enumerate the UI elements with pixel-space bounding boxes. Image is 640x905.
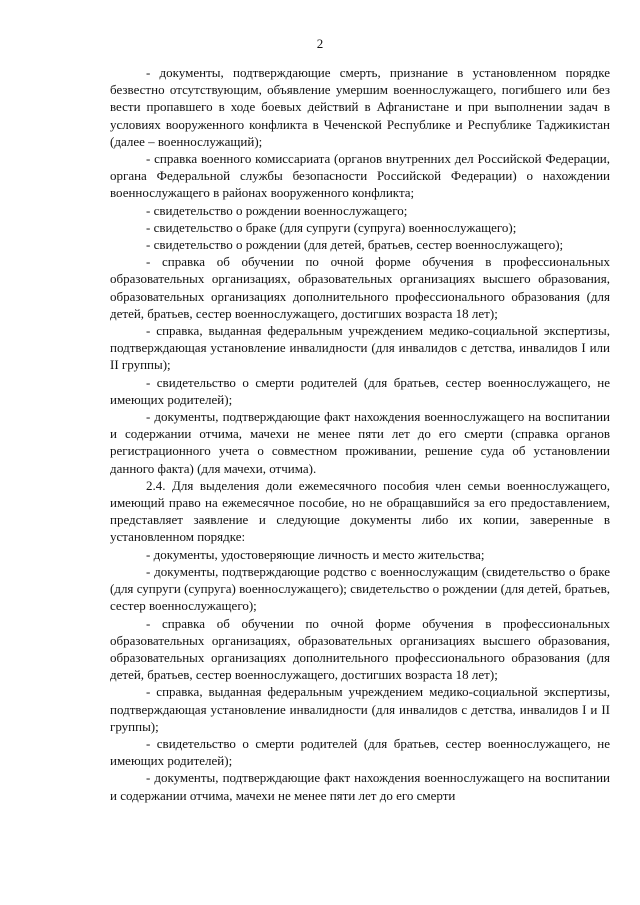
paragraph: - документы, подтверждающие факт нахождения военнослужащего на воспитании и содержании отчима, мачехи не менее пяти лет до его смерти <box>110 770 610 803</box>
paragraph: - свидетельство о смерти родителей (для братьев, сестер военнослужащего, не имеющих родителей); <box>110 374 610 407</box>
paragraph: - справка, выданная федеральным учреждением медико-социальной экспертизы, подтверждающая установление инвалидности (для инвалидов с детства, инвалидов I или II группы); <box>110 323 610 373</box>
paragraph: - документы, подтверждающие родство с военнослужащим (свидетельство о браке (для супруги (супруга) военнослужащего); свидетельство о рождении (для детей, братьев, сестер военнослужащего); <box>110 563 610 614</box>
paragraph: - справка военного комиссариата (органов внутренних дел Российской Федерации, органа Федеральной службы безопасности Российской Федерации) о нахождении военнослужащего в районах вооруженного конфликта; <box>110 151 610 201</box>
paragraph: - свидетельство о рождении (для детей, братьев, сестер военнослужащего); <box>146 237 564 253</box>
paragraph: - справка об обучении по очной форме обучения в профессиональных образовательных организациях, образовательных организациях высшего образования, образовательных организациях дополнительного профессионального образования (для детей, братьев, сестер военнослужащего, достигших возраста 18 лет); <box>110 254 610 321</box>
paragraph: - свидетельство о смерти родителей (для братьев, сестер военнослужащего, не имеющих родителей); <box>110 735 610 769</box>
document-body <box>110 64 610 804</box>
paragraph: - справка, выданная федеральным учреждением медико-социальной экспертизы, подтверждающая установление инвалидности (для инвалидов с детства, инвалидов I и II группы); <box>110 684 610 734</box>
paragraph: - документы, удостоверяющие личность и место жительства; <box>146 546 485 562</box>
paragraph: - документы, подтверждающие факт нахождения военнослужащего на воспитании и содержании отчима, мачехи не менее пяти лет до его смерти (справка органов регистрационного учета о совместном проживании, решение суда об установлении данного факта) (для мачехи, отчима). <box>110 409 610 476</box>
paragraph: - свидетельство о рождении военнослужащего; <box>146 202 408 218</box>
section-paragraph: 2.4. Для выделения доли ежемесячного пособия член семьи военнослужащего, имеющий право на ежемесячное пособие, но не обращавшийся за его предоставлением, представляет заявление и следующие документы либо их копии, заверенные в установленном порядке: <box>110 477 610 545</box>
paragraph: - свидетельство о браке (для супруги (супруга) военнослужащего); <box>146 219 517 235</box>
paragraph: - справка об обучении по очной форме обучения в профессиональных образовательных организациях, образовательных организациях высшего образования, образовательных организациях дополнительного профессионального образования (для детей, братьев, сестер военнослужащего, достигших возраста 18 лет); <box>110 615 610 683</box>
paragraph: - документы, подтверждающие смерть, признание в установленном порядке безвестно отсутствующим, объявление умершим военнослужащего, погибшего или без вести пропавшего в ходе боевых действий в Афганистане и при выполнении задач в условиях вооруженного конфликта в Чеченской Республике и Республике Таджикистан (далее – военнослужащий); <box>110 65 610 149</box>
page-number: 2 <box>316 36 324 51</box>
